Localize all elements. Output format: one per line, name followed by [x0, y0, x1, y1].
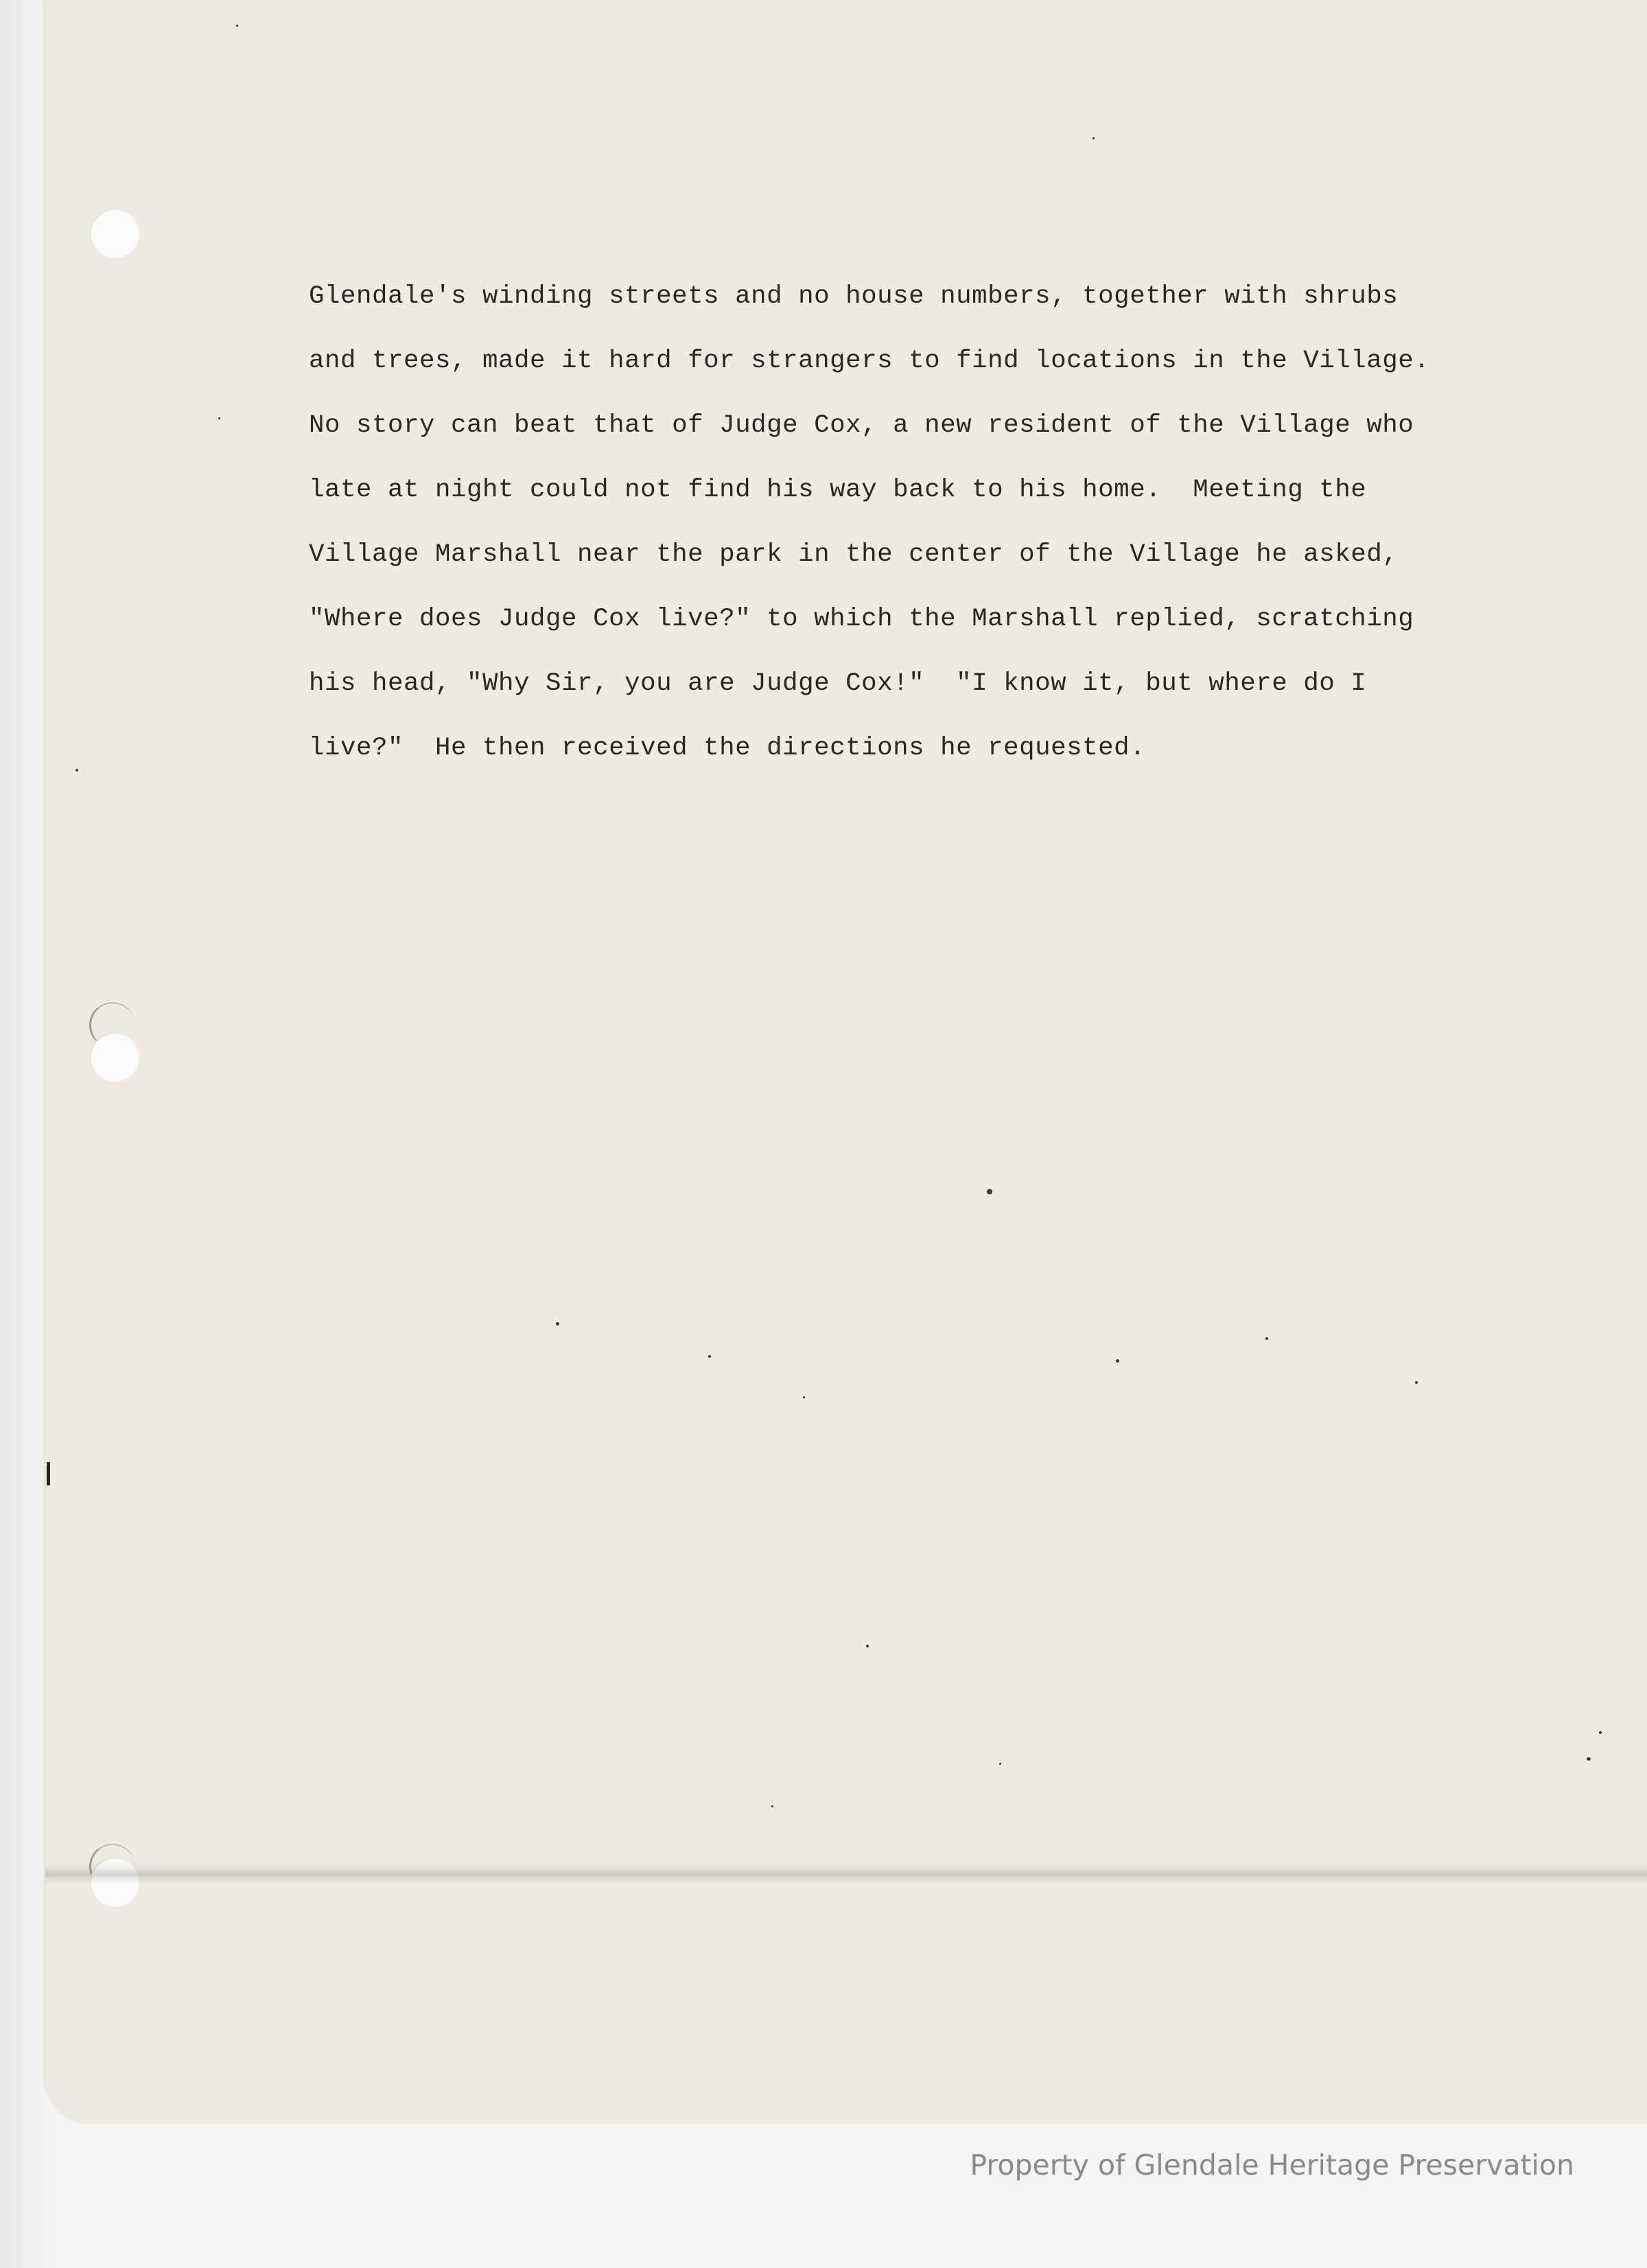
dust-speck	[1093, 137, 1095, 139]
text-line: his head, "Why Sir, you are Judge Cox!" "I know it, but where do I	[309, 669, 1367, 698]
dust-speck	[803, 1396, 805, 1398]
dust-speck	[1599, 1731, 1602, 1734]
dust-speck	[999, 1763, 1001, 1765]
dust-speck	[75, 769, 78, 772]
dust-speck	[236, 25, 238, 27]
dust-speck	[1415, 1381, 1418, 1384]
dust-speck	[708, 1355, 711, 1358]
dust-speck	[218, 417, 220, 419]
paper-fold-crease	[45, 1862, 1647, 1885]
scanner-edge	[0, 0, 45, 2268]
dust-speck	[866, 1645, 869, 1647]
dust-speck	[1265, 1337, 1268, 1340]
watermark-text: Property of Glendale Heritage Preservation	[970, 2149, 1574, 2182]
text-line: live?" He then received the directions he requested.	[309, 734, 1146, 763]
margin-mark	[47, 1462, 50, 1485]
binder-hole-middle	[90, 1032, 139, 1082]
dust-speck	[987, 1189, 992, 1194]
dust-speck	[556, 1322, 559, 1326]
dust-speck	[771, 1805, 773, 1807]
text-line: and trees, made it hard for strangers to find locations in the Village.	[309, 347, 1430, 375]
text-line: Glendale's winding streets and no house numbers, together with shrubs	[309, 282, 1399, 311]
text-line: late at night could not find his way back to his home. Meeting the	[309, 476, 1367, 505]
text-line: Village Marshall near the park in the center of the Village he asked,	[309, 540, 1399, 569]
text-line: "Where does Judge Cox live?" to which the Marshall replied, scratching	[309, 605, 1414, 634]
binder-hole-top	[90, 209, 139, 258]
typed-paragraph	[309, 264, 1496, 780]
dust-speck	[1116, 1359, 1119, 1363]
dust-speck	[1587, 1757, 1591, 1761]
text-line: No story can beat that of Judge Cox, a new resident of the Village who	[309, 411, 1414, 440]
